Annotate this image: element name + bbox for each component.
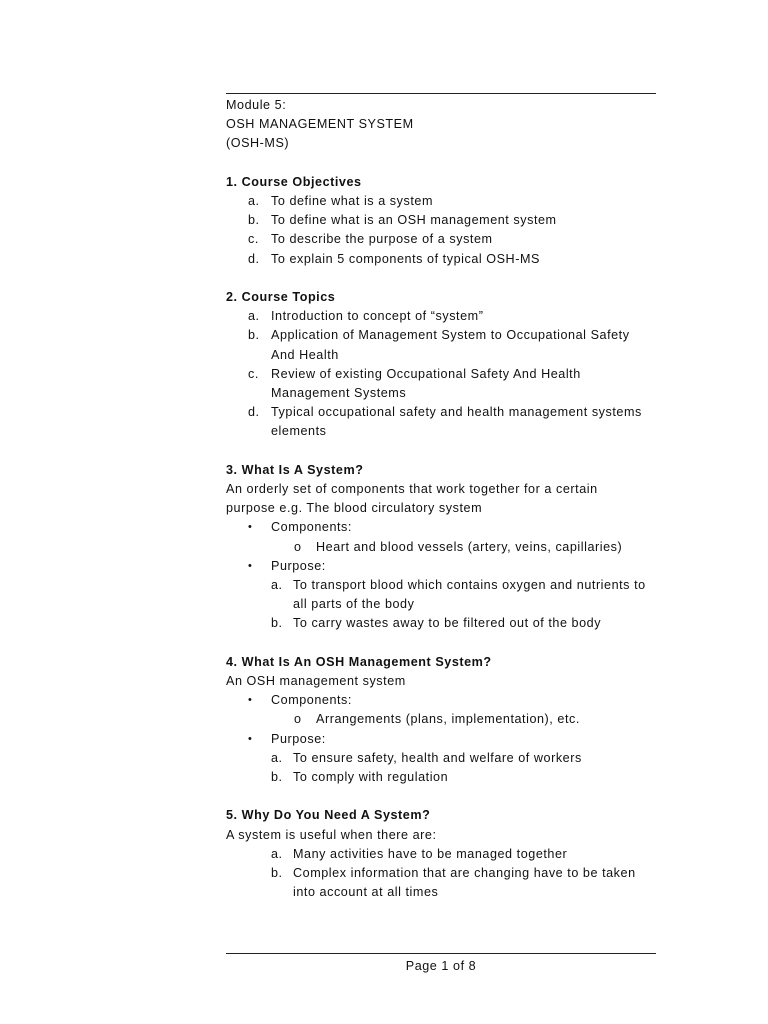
paragraph: A system is useful when there are:: [226, 827, 437, 842]
bullet-item: • Components:: [226, 518, 666, 537]
list-item: a. Many activities have to be managed together: [271, 846, 568, 861]
sub-bullet-item: o Arrangements (plans, implementation), etc.: [226, 710, 666, 729]
circle-bullet-icon: o: [294, 539, 302, 554]
bullet-icon: •: [248, 559, 253, 572]
section-heading-what-system: 3. What Is A System?: [226, 462, 364, 477]
bullet-item: • Purpose:: [226, 730, 666, 749]
list-item: c. To describe the purpose of a system: [248, 232, 493, 247]
document-body: [226, 96, 666, 902]
module-number: Module 5:: [226, 98, 287, 112]
page-number: Page 1 of 8: [405, 959, 477, 973]
list-item: d. Typical occupational safety and health management systems: [248, 405, 642, 420]
bullet-item: • Components:: [226, 691, 666, 710]
list-item: b. To comply with regulation: [271, 770, 449, 785]
list-item: b. To carry wastes away to be filtered out of the body: [271, 616, 602, 631]
module-title: OSH MANAGEMENT SYSTEM: [226, 117, 414, 132]
section-heading-topics: 2. Course Topics: [226, 290, 336, 304]
list-item: b. To define what is an OSH management system: [248, 213, 557, 228]
list-item: a. To ensure safety, health and welfare of workers: [271, 750, 582, 765]
list-item-continuation: all parts of the body: [293, 597, 415, 612]
list-item: b. Complex information that are changing have to be taken: [271, 866, 636, 881]
paragraph: An orderly set of components that work together for a certain: [226, 482, 598, 497]
list-item-continuation: into account at all times: [293, 885, 439, 900]
list-item-continuation: Management Systems: [271, 386, 407, 401]
list-item: a. To define what is a system: [248, 194, 433, 208]
list-item: b. Application of Management System to Occupational Safety: [248, 328, 630, 343]
bullet-icon: •: [248, 732, 253, 745]
list-item-continuation: elements: [271, 424, 327, 439]
bullet-icon: •: [248, 694, 253, 707]
list-item: d. To explain 5 components of typical OSH-MS: [248, 251, 540, 266]
section-heading-what-oshms: 4. What Is An OSH Management System?: [226, 654, 492, 669]
bullet-icon: •: [248, 521, 253, 534]
header-rule: [226, 93, 656, 94]
paragraph: An OSH management system: [226, 674, 406, 689]
list-item: c. Review of existing Occupational Safety And Health: [248, 366, 581, 381]
module-abbreviation: (OSH-MS): [226, 136, 290, 151]
list-item: a. To transport blood which contains oxygen and nutrients to: [271, 578, 646, 593]
list-item: a. Introduction to concept of “system”: [248, 309, 484, 324]
circle-bullet-icon: o: [294, 712, 302, 727]
sub-bullet-item: o Heart and blood vessels (artery, veins, capillaries): [226, 538, 666, 557]
paragraph: purpose e.g. The blood circulatory system: [226, 501, 483, 516]
list-item-continuation: And Health: [271, 347, 339, 362]
footer-rule: [226, 953, 656, 954]
section-heading-objectives: 1. Course Objectives: [226, 174, 362, 189]
section-heading-why-system: 5. Why Do You Need A System?: [226, 808, 431, 823]
bullet-item: • Purpose:: [226, 557, 666, 576]
